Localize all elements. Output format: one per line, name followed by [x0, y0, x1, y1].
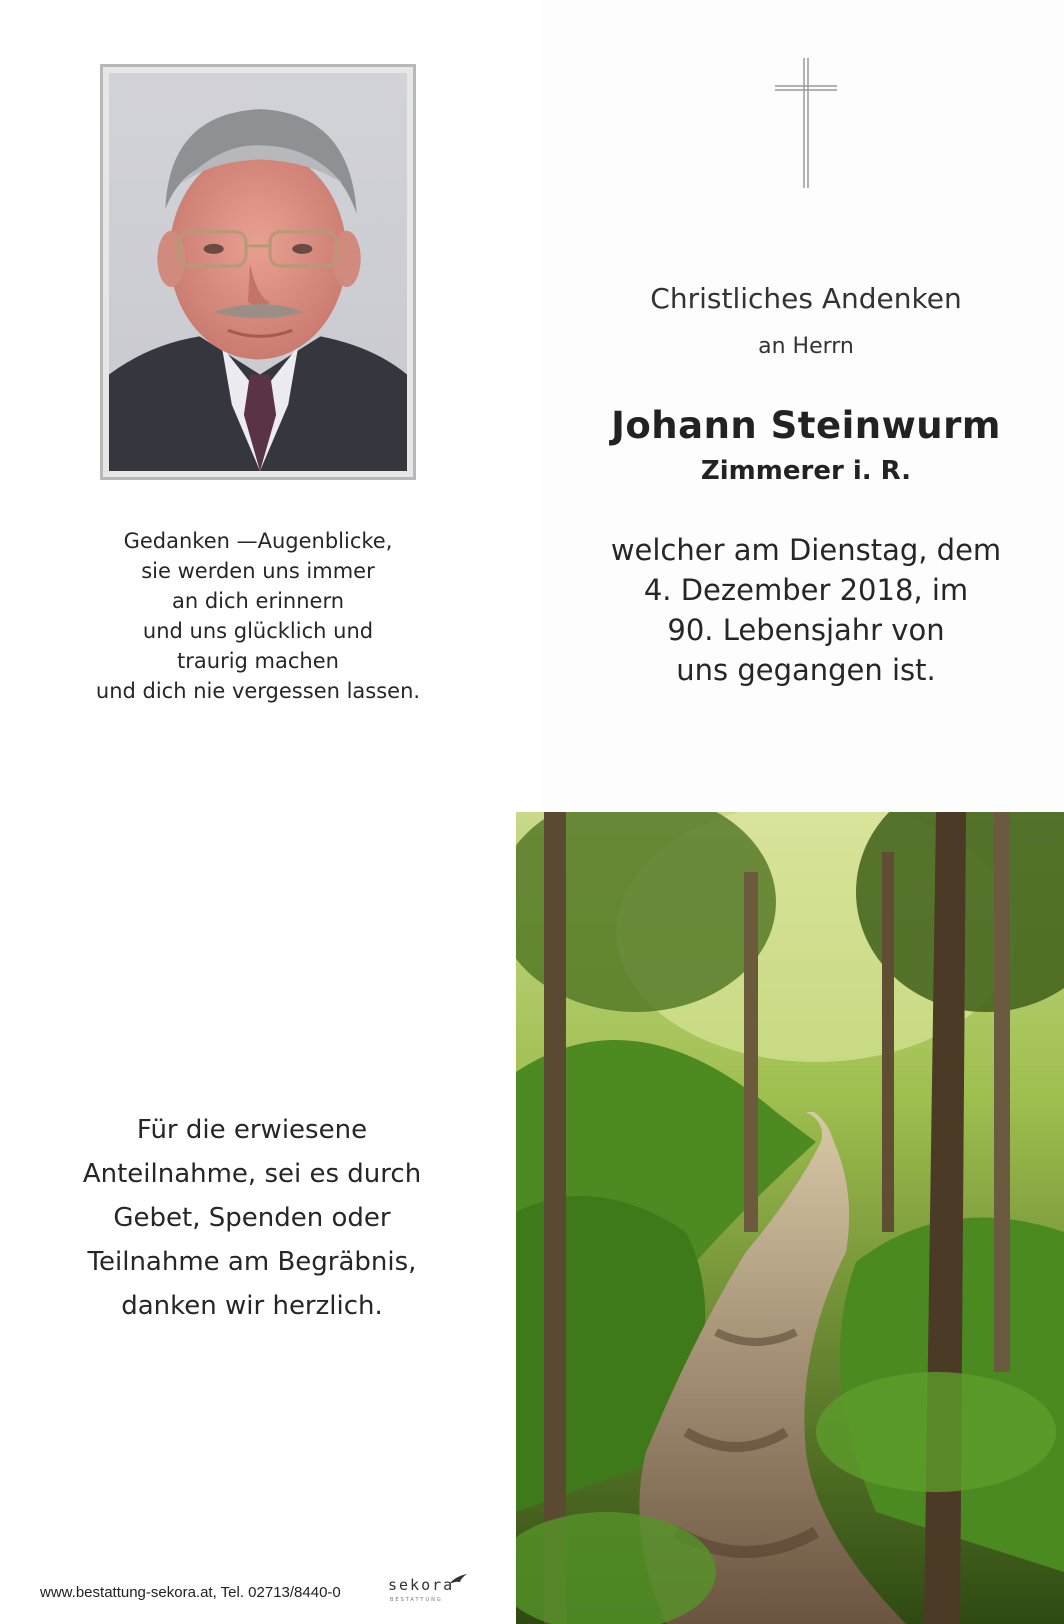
thanks-line: Gebet, Spenden oder [113, 1203, 391, 1233]
remembrance-subheading: an Herrn [758, 334, 854, 359]
death-notice [600, 530, 1012, 690]
poem-line: Gedanken —Augenblicke, [123, 529, 393, 553]
bird-icon [448, 1572, 468, 1588]
portrait-photo [100, 64, 416, 480]
cross-icon [775, 58, 837, 188]
forest-scene [516, 812, 1064, 1624]
thanks-message [44, 1108, 460, 1328]
poem-line: traurig machen [177, 649, 339, 673]
deceased-name: Johann Steinwurm [611, 404, 1001, 447]
thanks-line: Anteilnahme, sei es durch [82, 1159, 422, 1189]
memorial-poem [40, 526, 476, 706]
card-top-left-panel [0, 0, 540, 812]
death-notice-line: welcher am Dienstag, dem [610, 533, 1002, 567]
poem-line: und uns glücklich und [142, 619, 374, 643]
poem-line: und dich nie vergessen lassen. [95, 679, 421, 703]
thanks-line: danken wir herzlich. [121, 1291, 383, 1321]
death-notice-line: uns gegangen ist. [676, 653, 936, 687]
portrait-image [109, 73, 407, 471]
deceased-occupation: Zimmerer i. R. [700, 456, 912, 486]
thanks-line: Teilnahme am Begräbnis, [87, 1247, 417, 1277]
thanks-line: Für die erwiesene [136, 1115, 368, 1145]
poem-line: an dich erinnern [171, 589, 345, 613]
forest-path-image [516, 812, 1064, 1624]
death-notice-line: 4. Dezember 2018, im [643, 573, 969, 607]
brand-subtitle: BESTATTUNG [390, 1597, 443, 1603]
remembrance-heading: Christliches Andenken [650, 282, 962, 315]
poem-line: sie werden uns immer [141, 559, 375, 583]
death-notice-line: 90. Lebensjahr von [667, 613, 945, 647]
footer-contact: www.bestattung-sekora.at, Tel. 02713/8440-0 [40, 1584, 341, 1601]
brand-logo: sekora [388, 1576, 455, 1594]
